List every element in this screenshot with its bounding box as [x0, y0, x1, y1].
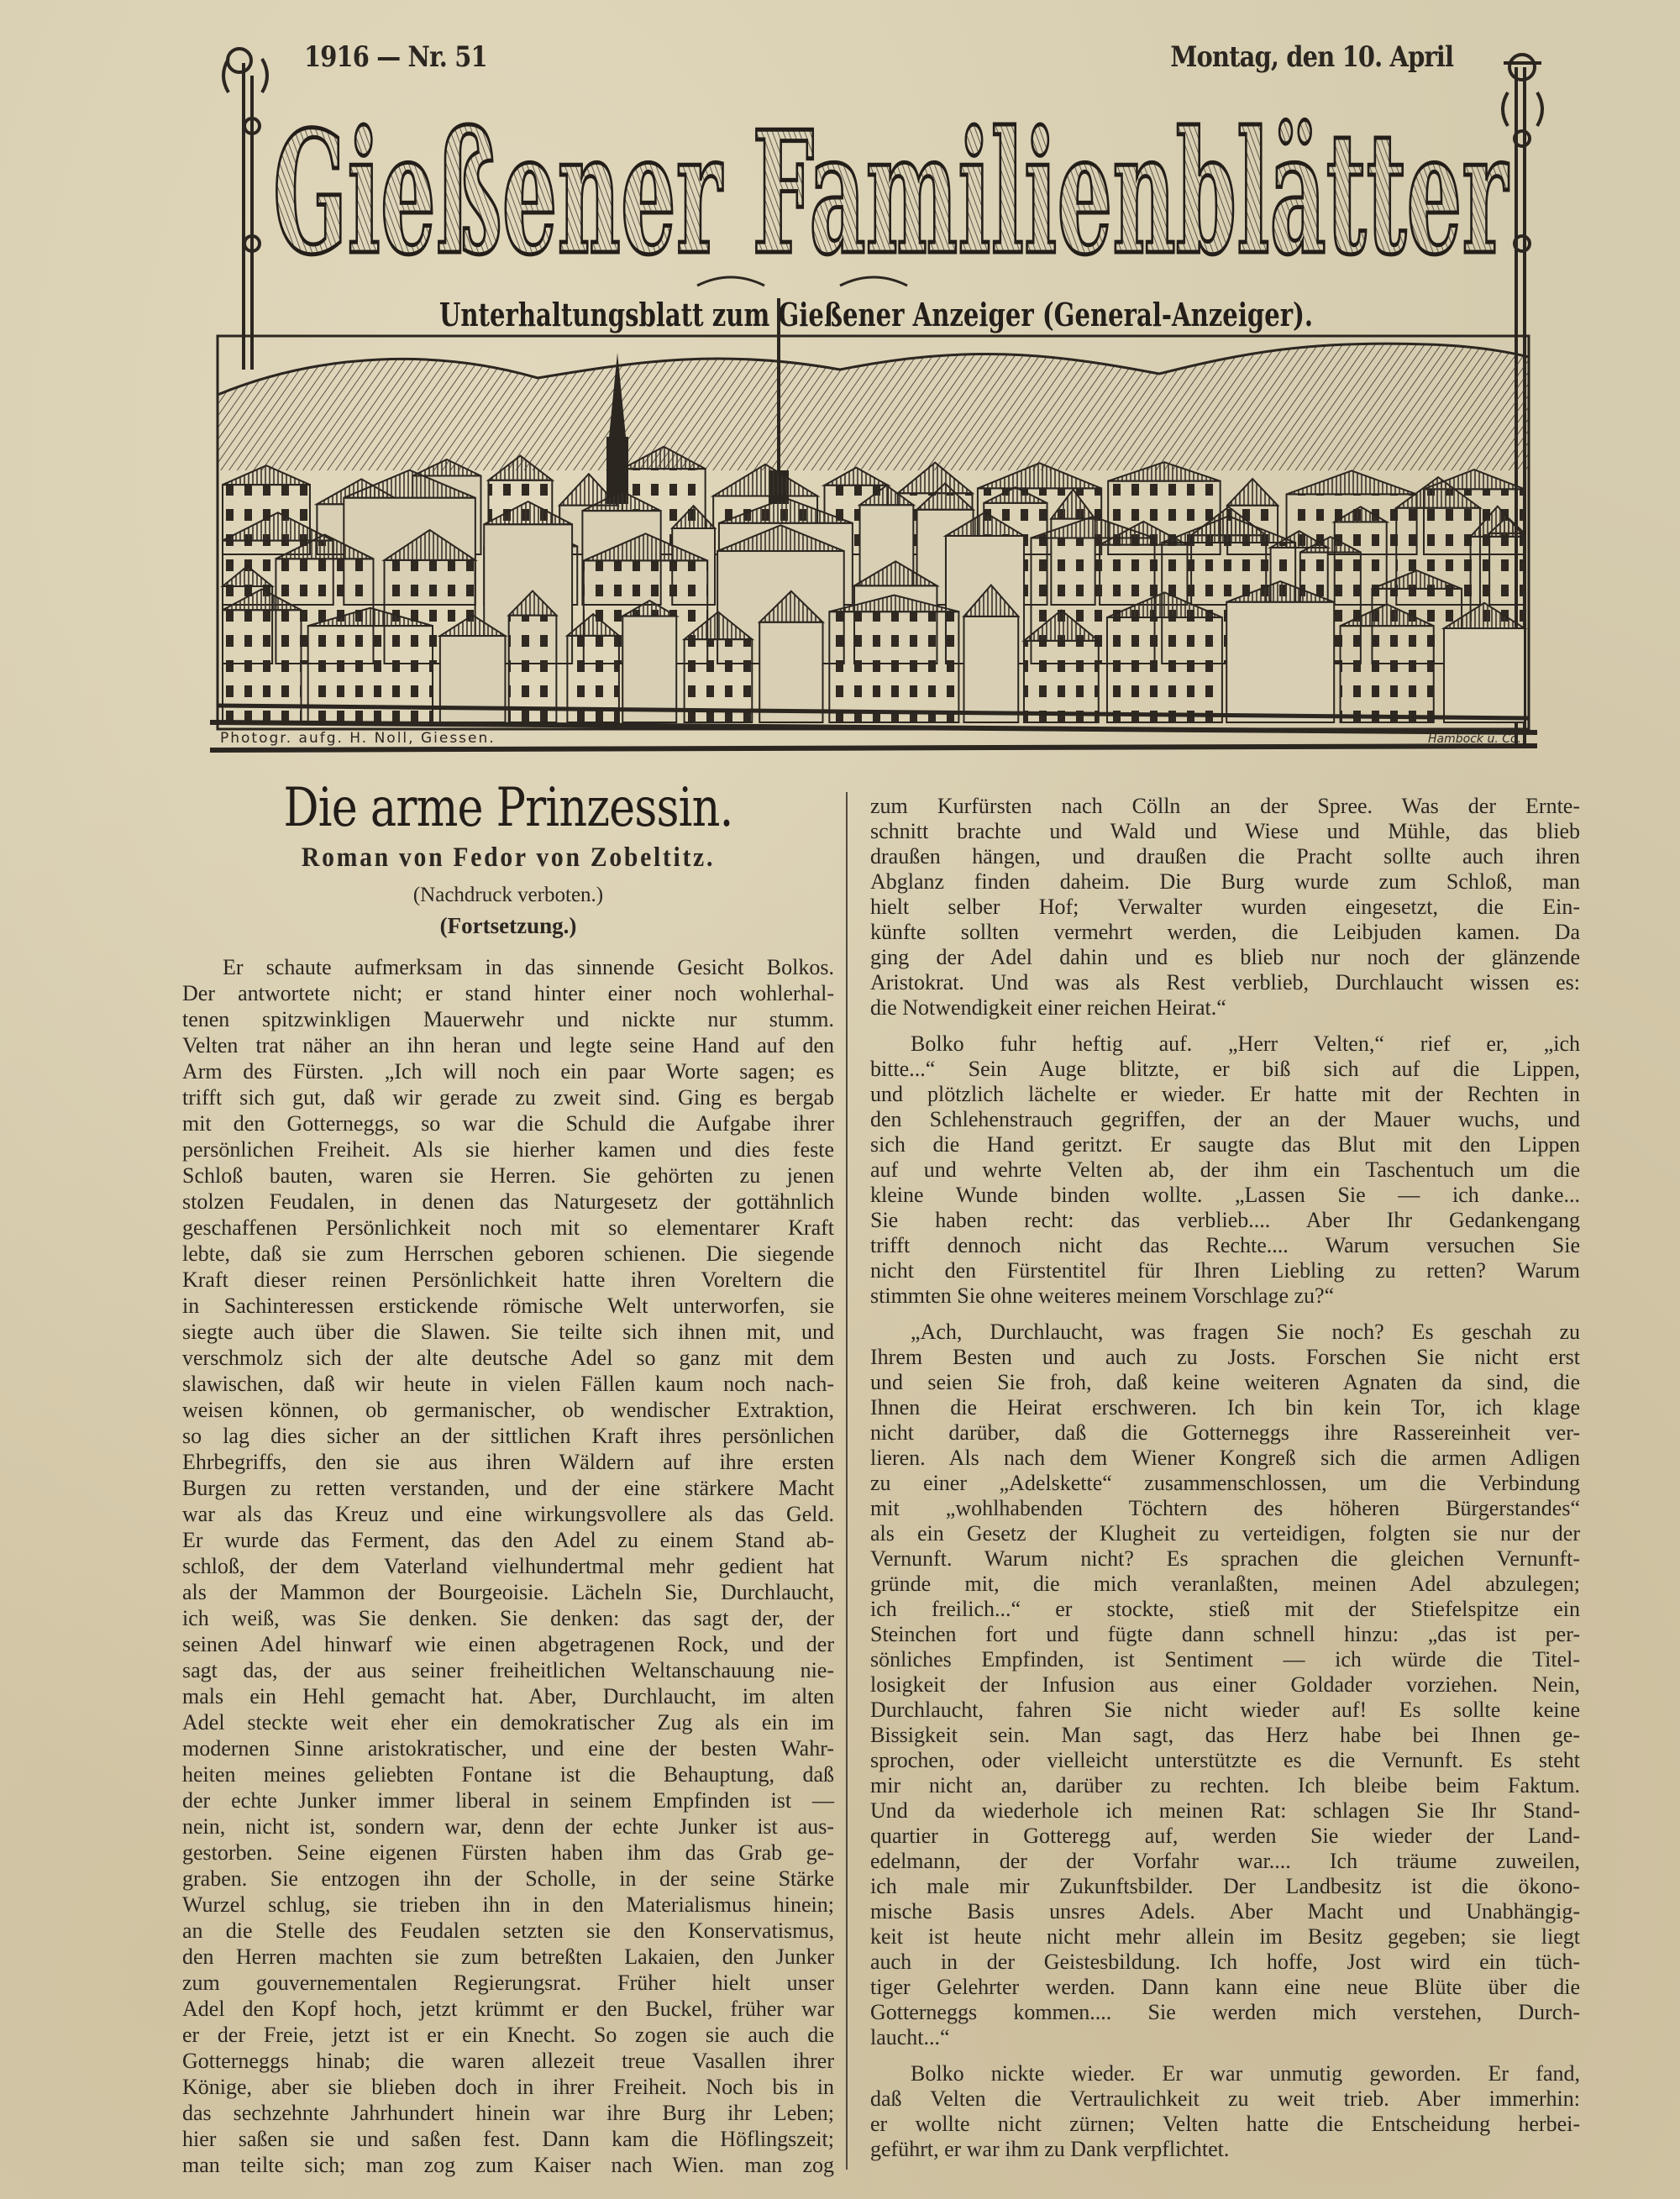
text-line [870, 1420, 1580, 1446]
text-line-content: stolzen Feudalen, in denen das Naturgesetz der gottähnlich [182, 1189, 834, 1214]
text-line [870, 1597, 1580, 1622]
text-line-content: sagt das, der aus seiner freiheitlichen Weltanschauung nie- [182, 1658, 834, 1682]
text-line-content: mit „wohlhabenden Töchtern des höheren Bürgerstandes“ [870, 1496, 1580, 1520]
text-line-content: zum gouvernementalen Regierungsrat. Früher hielt unser [182, 1971, 834, 1995]
text-line [870, 794, 1580, 819]
text-line-content: keit ist heute nicht mehr allein im Besitz gegeben; sie liegt [870, 1924, 1580, 1949]
text-line-content: und plötzlich lächelte er wieder. Er hatte mit der Rechten in [870, 1082, 1580, 1106]
text-line-content: mische Basis unsres Adels. Aber Macht und Unabhängig- [870, 1899, 1580, 1923]
text-line [870, 1899, 1580, 1924]
continuation-label: (Fortsetzung.) [439, 913, 577, 938]
text-line [870, 1874, 1580, 1899]
text-line [870, 1622, 1580, 1647]
text-line-content: graben. Sie entzogen ihn der Scholle, in der seine Stärke [182, 1866, 834, 1891]
masthead-artwork [0, 0, 1680, 764]
text-line-content: modernen Sinne aristokratischer, und eine der besten Wahr- [182, 1736, 834, 1761]
text-line-content: stimmten Sie ohne weiteres meinem Vorschlage zu?“ [870, 1283, 1335, 1308]
text-line [182, 1006, 834, 1032]
text-line [182, 1709, 834, 1735]
text-line [182, 954, 834, 980]
text-line [870, 1370, 1580, 1395]
text-line [870, 1471, 1580, 1496]
text-line [870, 1345, 1580, 1370]
text-line [870, 1824, 1580, 1849]
text-line [870, 1258, 1580, 1283]
text-line-content: Er wurde das Ferment, das den Adel zu einem Stand ab- [182, 1528, 834, 1552]
text-line [182, 2100, 834, 2126]
left-column [182, 954, 834, 2189]
building [1107, 592, 1222, 722]
text-line-content: verschmolz sich der alte deutsche Adel so ganz mit dem [182, 1346, 834, 1370]
text-line-content: ging der Adel dahin und es blieb nur noch der glänzende [870, 945, 1580, 969]
text-line-content: Könige, aber sie blieben doch in ihrer Freiheit. Noch bis in [182, 2075, 834, 2099]
text-line-content: den Herren machten sie zum betreßten Lakaien, den Junker [182, 1944, 834, 1969]
text-line-content: in Sachinteressen erstickende römische Welt unterworfen, sie [182, 1294, 834, 1318]
text-line-content: ich freilich...“ er stockte, stieß mit der Stiefelspitze ein [870, 1597, 1580, 1621]
text-line-content: nicht darüber, daß die Gotterneggs ihre Rassereinheit ver- [870, 1420, 1580, 1445]
text-line [182, 1970, 834, 1996]
text-line-content: gründe mit, die mich veranlaßten, meinen Adel abzulegen; [870, 1572, 1580, 1596]
text-line [870, 1208, 1580, 1233]
text-line [870, 1647, 1580, 1672]
text-line [182, 1136, 834, 1162]
text-line [182, 1319, 834, 1345]
text-line-content: Vernunft. Warum nicht? Es sprachen die gleichen Vernunft- [870, 1546, 1580, 1571]
text-line [870, 1496, 1580, 1521]
text-line-content: Der antwortete nicht; er stand hinter einer noch wohlerhal- [182, 981, 834, 1005]
text-line [182, 1944, 834, 1970]
text-line [870, 1698, 1580, 1723]
text-line [182, 1032, 834, 1058]
text-line [182, 1527, 834, 1553]
subtitle: Unterhaltungsblatt zum Gießener Anzeiger (General-Anzeiger). [439, 296, 1313, 333]
text-line [870, 1773, 1580, 1798]
text-line [870, 1283, 1580, 1309]
text-line-content: daß Velten die Vertraulichkeit zu weit trieb. Aber immerhin: [870, 2086, 1580, 2111]
text-line-content: quartier in Gotteregg auf, werden Sie wieder der Land- [870, 1824, 1580, 1848]
text-line [870, 1132, 1580, 1157]
text-line-content: tiger Gelehrter werden. Dann kann eine neue Blüte über die [870, 1975, 1580, 1999]
text-line-content: weisen können, ob germanischer, ob wendischer Extraktion, [182, 1398, 834, 1422]
text-line-content: trifft sich gut, daß wir gerade zu zweit sind. Ging es bergab [182, 1085, 834, 1110]
building [622, 601, 676, 722]
text-line [870, 1950, 1580, 1975]
text-line [870, 1157, 1580, 1183]
text-line-content: heiten meines geliebten Fontane ist die Behauptung, daß [182, 1762, 834, 1787]
text-line-content: und seien Sie froh, daß keine weiteren Agnaten da sind, die [870, 1370, 1580, 1394]
text-line [182, 1215, 834, 1241]
building [1226, 581, 1334, 722]
text-line [870, 970, 1580, 995]
text-line-content: Gotterneggs hinab; die waren allezeit treue Vasallen ihrer [182, 2049, 834, 2073]
text-line [182, 980, 834, 1006]
text-line [870, 1057, 1580, 1082]
text-line-content: Er schaute aufmerksam in das sinnende Gesicht Bolkos. [223, 955, 834, 979]
text-line-content: mals ein Hehl gemacht hat. Aber, Durchlaucht, im alten [182, 1684, 834, 1708]
text-line-content: das sechzehnte Jahrhundert hinein war ihre Burg ihr Leben; [182, 2101, 834, 2125]
text-line-content: auch in der Geistesbildung. Ich hoffe, Jost wird ein tüch- [870, 1950, 1580, 1974]
text-line [870, 1107, 1580, 1132]
engraver-credit: Hambock u. Co. [1428, 732, 1522, 746]
text-line [182, 1683, 834, 1709]
text-line [870, 1572, 1580, 1597]
text-line-content: sich die Hand geritzt. Er saugte das Blut mit den Lippen [870, 1132, 1580, 1157]
text-line-content: laucht...“ [870, 2025, 950, 2049]
text-line [182, 2126, 834, 2152]
issue-date: Montag, den 10. April [1170, 40, 1453, 74]
text-line [182, 1345, 834, 1371]
text-line [182, 1267, 834, 1293]
text-line-content: Ihnen die Heirat erschweren. Ich bin kein Tor, ich klage [870, 1395, 1580, 1420]
text-line [870, 1233, 1580, 1258]
text-line-content: Burgen zu retten verstanden, und der eine stärkere Macht [182, 1476, 834, 1500]
building [1341, 604, 1434, 722]
text-line-content: ich male mir Zukunftsbilder. Der Landbesitz ist die ökono- [870, 1874, 1580, 1898]
text-line-content: ich weiß, was Sie denken. Sie denken: das sagt der, der [182, 1606, 834, 1630]
text-line [182, 1579, 834, 1605]
text-line [182, 1657, 834, 1683]
text-line-content: schloß, der dem Vaterland vielhundertmal mehr gedient hat [182, 1554, 834, 1578]
text-line-content: trifft dennoch nicht das Rechte.... Warum versuchen Sie [870, 1233, 1580, 1257]
text-line [182, 1423, 834, 1449]
text-line-content: draußen hängen, und draußen die Pracht sollte auch ihren [870, 844, 1580, 869]
text-line [870, 844, 1580, 869]
text-line [182, 1735, 834, 1761]
text-line [182, 1605, 834, 1631]
right-column [870, 794, 1580, 2173]
building [223, 589, 301, 722]
text-line [182, 1189, 834, 1215]
text-line-content: an die Stelle des Feudalen setzten sie den Konservatismus, [182, 1918, 834, 1943]
text-line [182, 1293, 834, 1319]
text-line-content: sprochen, oder vielleicht unterstützte es die Vernunft. Es steht [870, 1748, 1580, 1772]
text-line-content: gestorben. Seine eigenen Fürsten haben ihm das Grab ge- [182, 1840, 834, 1865]
text-line-content: Und da wiederhole ich meinen Rat: schlagen Sie Ihr Stand- [870, 1798, 1580, 1823]
text-line-content: kleine Wunde binden wollte. „Lassen Sie — ich danke... [870, 1183, 1580, 1207]
text-line-content: Sie haben recht: das verblieb.... Aber Ihr Gedankengang [870, 1208, 1580, 1232]
text-line-content: tenen spitzwinkligen Mauerwehr und nickte nur stumm. [182, 1007, 834, 1031]
text-line [870, 819, 1580, 844]
text-line [870, 1395, 1580, 1420]
text-line [182, 1866, 834, 1892]
story-title: Die arme Prinzessin. [283, 777, 733, 839]
text-line [870, 2000, 1580, 2025]
text-line-content: edelmann, der der Vorfahr war.... Ich träume zuweilen, [870, 1849, 1580, 1873]
text-line-content: Ehrbegriffs, den sie aus ihren Wäldern auf ihre ersten [182, 1450, 834, 1474]
text-line-content: er wollte nicht zürnen; Velten hatte die Entscheidung herbei- [870, 2112, 1580, 2136]
text-line [182, 1761, 834, 1787]
text-line-content: bitte...“ Sein Auge blitzte, er biß sich auf die Lippen, [870, 1057, 1580, 1081]
text-line [182, 1475, 834, 1501]
text-line [870, 1521, 1580, 1546]
text-line-content: geschaffenen Persönlichkeit noch mit so elementarer Kraft [182, 1215, 834, 1240]
text-line-content: Abglanz finden daheim. Die Burg wurde zum Schloß, man [870, 869, 1580, 894]
text-line-content: „Ach, Durchlaucht, was fragen Sie noch? Es geschah zu [911, 1320, 1580, 1344]
text-line [870, 1446, 1580, 1471]
text-line [182, 1449, 834, 1475]
text-line-content: geführt, er war ihm zu Dank verpflichtet. [870, 2137, 1230, 2161]
text-line-content: Steinchen fort und fügte dann schnell hinzu: „das ist per- [870, 1622, 1580, 1646]
masthead [0, 0, 1680, 764]
text-line [182, 1996, 834, 2022]
paragraph [870, 794, 1580, 1021]
text-line-content: Wurzel schlug, sie trieben ihn in den Materialismus hinein; [182, 1892, 834, 1917]
text-line [870, 1924, 1580, 1950]
text-line-content: Velten trat näher an ihn heran und legte seine Hand auf den [182, 1033, 834, 1058]
text-line [870, 1546, 1580, 1572]
text-line-content: so lag dies sicher an der sittlichen Kraft ihres persönlichen [182, 1424, 834, 1448]
text-line-content: nein, nicht ist, sondern war, denn der echte Junker ist aus- [182, 1814, 834, 1839]
text-line-content: zu einer „Adelskette“ zusammenschlossen, um die Verbindung [870, 1471, 1580, 1495]
text-line [870, 1849, 1580, 1874]
text-line [182, 2022, 834, 2048]
text-line-content: Adel den Kopf hoch, jetzt krümmt er den Buckel, früher war [182, 1997, 834, 2021]
paragraph [870, 2061, 1580, 2162]
text-line [182, 1787, 834, 1813]
building [829, 595, 958, 722]
text-line [870, 2061, 1580, 2086]
text-line-content: Kraft dieser reinen Persönlichkeit hatte ihren Voreltern die [182, 1267, 834, 1292]
text-line [870, 1748, 1580, 1773]
text-line-content: siegte auch über die Slawen. Sie teilte sich ihnen mit, und [182, 1320, 834, 1344]
text-line [182, 1110, 834, 1136]
text-line-content: zum Kurfürsten nach Cölln an der Spree. Was der Ernte- [870, 794, 1580, 818]
text-line [870, 1798, 1580, 1824]
issue-number: 1916 — Nr. 51 [304, 40, 487, 74]
text-line [870, 2137, 1580, 2162]
text-line [182, 1501, 834, 1527]
text-line-content: Bissigkeit sein. Man sagt, das Herz habe bei Ihnen ge- [870, 1723, 1580, 1747]
text-line-content: sönliches Empfinden, ist Sentiment — ich würde die Titel- [870, 1647, 1580, 1672]
building [1444, 603, 1525, 722]
text-line-content: losigkeit der Infusion aus einer Goldader vorziehen. Nein, [870, 1672, 1580, 1697]
text-line [870, 2025, 1580, 2050]
text-line-content: war als das Kreuz und eine wirkungsvollere als das Geld. [182, 1502, 834, 1526]
text-line-content: er der Freie, jetzt ist er ein Knecht. So zogen sie auch die [182, 2023, 834, 2047]
text-line-content: Ihrem Besten und auch zu Josts. Forschen Sie nicht erst [870, 1345, 1580, 1369]
text-line-content: Aristokrat. Und was als Rest verblieb, Durchlaucht wissen es: [870, 970, 1580, 995]
text-line [870, 895, 1580, 920]
text-line [870, 1672, 1580, 1698]
text-line-content: als ein Gesetz der Klugheit zu verteidigen, folgten sie nur der [870, 1521, 1580, 1546]
text-line-content: den Schlehenstrauch gegriffen, der an der Mauer wuchs, und [870, 1107, 1580, 1131]
text-line [870, 1082, 1580, 1107]
column-divider [846, 792, 848, 2170]
text-line-content: Durchlaucht, fahren Sie nicht wieder auf! Es sollte keine [870, 1698, 1580, 1722]
text-line-content: als der Mammon der Bourgeoisie. Lächeln Sie, Durchlaucht, [182, 1580, 834, 1604]
text-line-content: seinen Adel hinwarf wie einen abgetragenen Rock, und der [182, 1632, 834, 1656]
text-line [182, 1918, 834, 1944]
text-line-content: slawischen, daß wir heute in vielen Fällen kaum noch nach- [182, 1372, 834, 1396]
text-line-content: Gotterneggs kommen.... Sie werden mich verstehen, Durch- [870, 2000, 1580, 2024]
text-line-content: Bolko fuhr heftig auf. „Herr Velten,“ rief er, „ich [911, 1031, 1580, 1056]
text-line [182, 2152, 834, 2178]
text-line [870, 2112, 1580, 2137]
text-line [870, 1183, 1580, 1208]
text-line [870, 1975, 1580, 2000]
text-line [182, 1813, 834, 1839]
text-line-content: Arm des Fürsten. „Ich will noch ein paar Worte sagen; es [182, 1059, 834, 1084]
text-line-content: man teilte sich; man zog zum Kaiser nach Wien. man zog [182, 2153, 834, 2177]
text-line [870, 1320, 1580, 1345]
city-illustration [210, 336, 1537, 750]
text-line-content: hielt selber Hof; Verwalter wurden eingesetzt, die Ein- [870, 895, 1580, 919]
text-line-content: der echte Junker immer liberal in seinem Empfinden ist — [182, 1788, 834, 1813]
text-line-content: mit den Gotterneggs, so war die Schuld die Aufgabe ihrer [182, 1111, 834, 1136]
text-line-content: nicht den Fürstentitel für Ihren Liebling zu retten? Warum [870, 1258, 1580, 1283]
text-line-content: Adel steckte weit eher ein demokratischer Zug als ein im [182, 1710, 834, 1735]
text-line [182, 1241, 834, 1267]
text-line [870, 869, 1580, 895]
title-text: Gießener Familienblätter [273, 95, 1509, 292]
text-line [182, 1397, 834, 1423]
text-line [182, 1058, 834, 1084]
text-line-content: Schloß bauten, waren sie Herren. Sie gehörten zu jenen [182, 1163, 834, 1188]
text-line [182, 1162, 834, 1189]
building [567, 614, 619, 722]
text-line-content: auf und wehrte Velten ab, der ihm ein Taschentuch um die [870, 1157, 1580, 1182]
photo-credit: Photogr. aufg. H. Noll, Giessen. [220, 730, 496, 747]
text-line-content: hier saßen sie und saßen fest. Dann kam die Höflingszeit; [182, 2127, 834, 2151]
text-line [182, 1839, 834, 1866]
text-line [870, 1031, 1580, 1057]
text-line [182, 1371, 834, 1397]
building [509, 591, 557, 722]
text-line [182, 1084, 834, 1110]
text-line [870, 920, 1580, 945]
text-line [182, 1631, 834, 1657]
text-line-content: lebte, daß sie zum Herrschen geboren schienen. Die siegende [182, 1241, 834, 1266]
text-line [182, 2074, 834, 2100]
left-ornament [223, 49, 267, 370]
text-line [182, 1892, 834, 1918]
text-line [870, 945, 1580, 970]
paragraph [182, 954, 834, 2178]
reprint-note: (Nachdruck verboten.) [412, 884, 604, 906]
text-line-content: lieren. Als nach dem Wiener Kongreß sich die armen Adligen [870, 1446, 1580, 1470]
text-line [182, 1553, 834, 1579]
text-line [870, 1723, 1580, 1748]
paragraph [870, 1320, 1580, 2050]
text-line-content: schnitt brachte und Wald und Wiese und Mühle, das blieb [870, 819, 1580, 843]
story-author: Roman von Fedor von Zobeltitz. [301, 842, 716, 873]
paragraph [870, 1031, 1580, 1309]
text-line [870, 995, 1580, 1021]
text-line [182, 2048, 834, 2074]
text-line-content: persönlichen Freiheit. Als sie hierher kamen und dies feste [182, 1137, 834, 1162]
text-line [870, 2086, 1580, 2112]
text-line-content: künfte sollten vermehrt werden, die Leibjuden kamen. Da [870, 920, 1580, 944]
text-line-content: Bolko nickte wieder. Er war unmutig geworden. Er fand, [911, 2061, 1580, 2086]
text-line-content: mir nicht an, darüber zu rechten. Ich bleibe beim Faktum. [870, 1773, 1580, 1798]
text-line-content: die Notwendigkeit einer reichen Heirat.“ [870, 995, 1226, 1020]
